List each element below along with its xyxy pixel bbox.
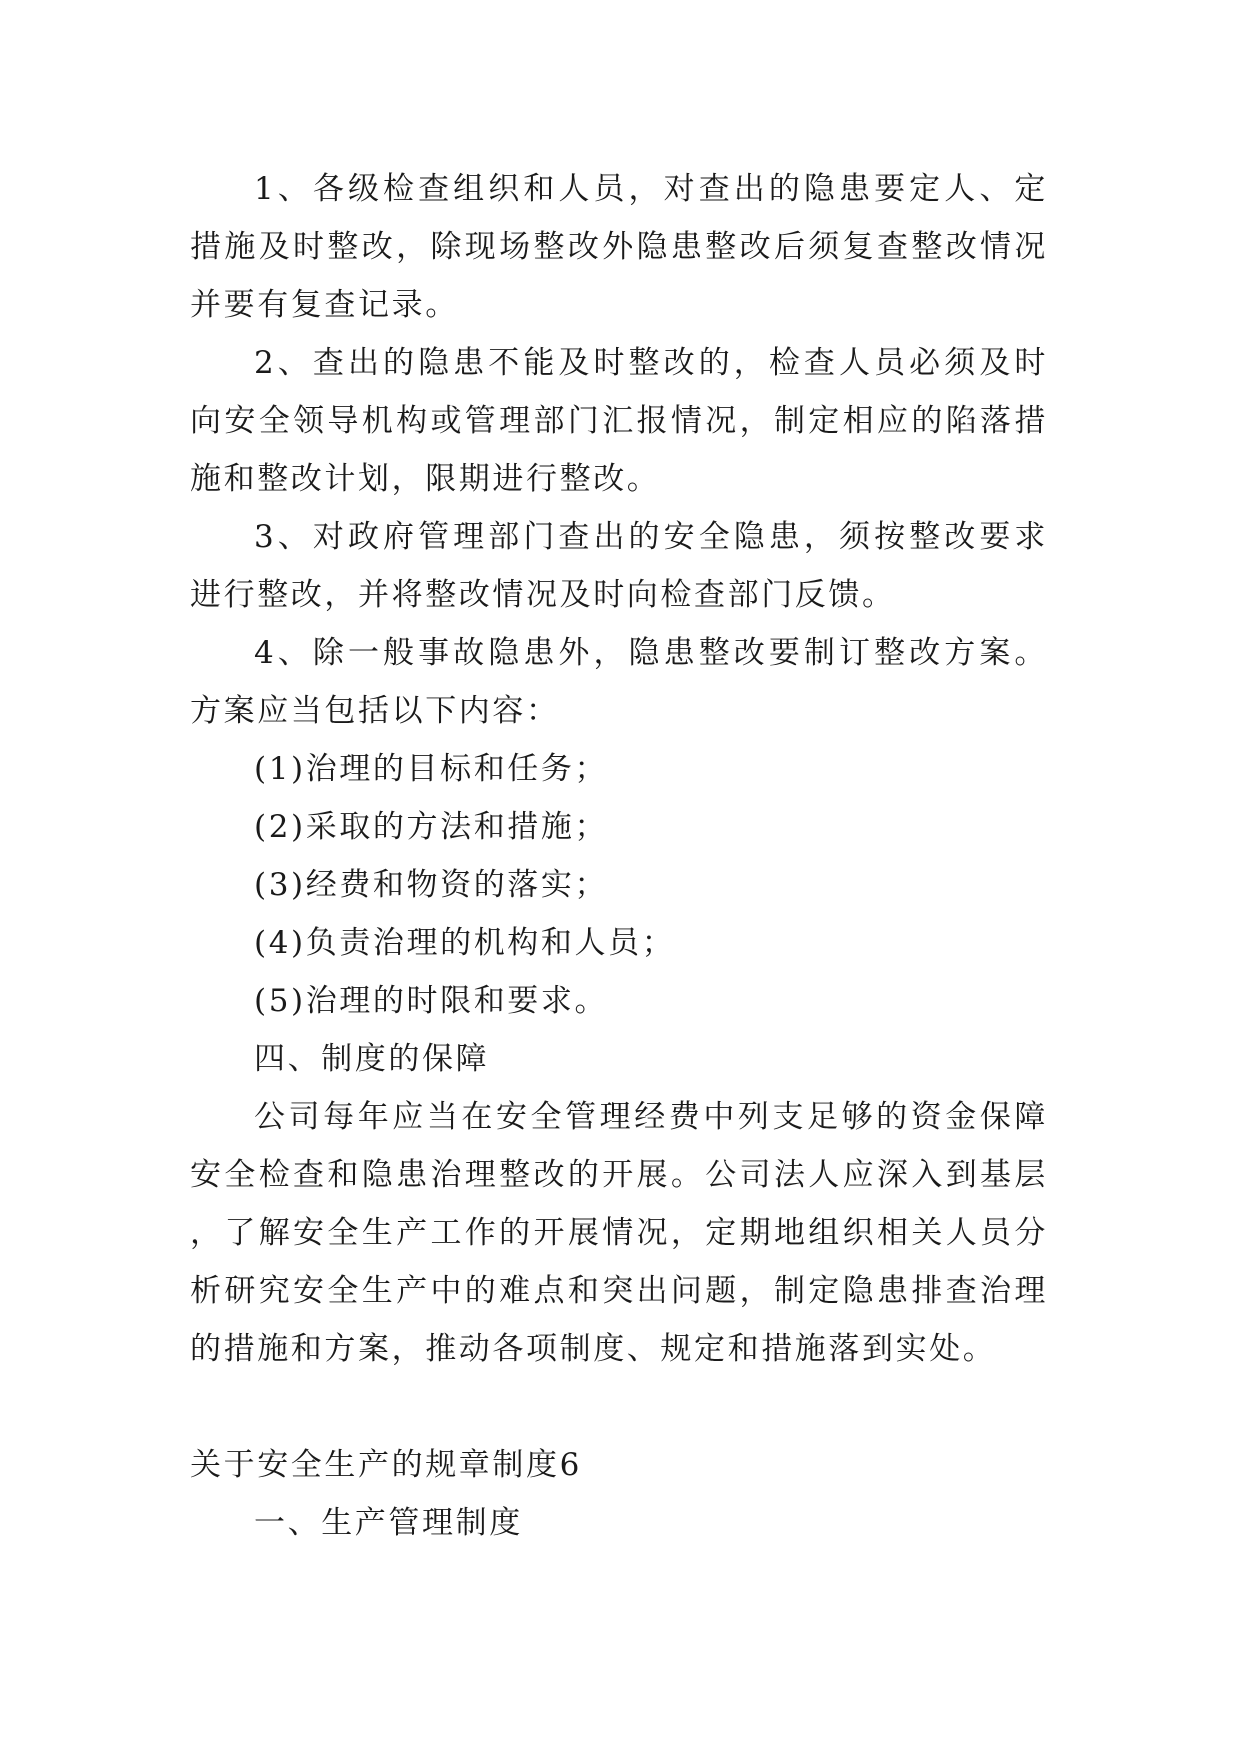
list-item: (4)负责治理的机构和人员； <box>254 925 676 961</box>
paragraph-item-3: 3、对政府管理部门查出的安全隐患，须按整改要求进行整改，并将整改情况及时向检查部门反馈。 <box>190 519 1048 613</box>
paragraph-item-2: 2、查出的隐患不能及时整改的，检查人员必须及时向安全领导机构或管理部门汇报情况，制定相应的陷落措施和整改计划，限期进行整改。 <box>190 345 1048 497</box>
list-item: (5)治理的时限和要求。 <box>254 983 609 1019</box>
heading-guarantee: 四、制度的保障 <box>254 1041 490 1077</box>
paragraph-item-1: 1、各级检查组织和人员，对查出的隐患要定人、定措施及时整改，除现场整改外隐患整改后须复查整改情况并要有复查记录。 <box>190 171 1048 323</box>
list-item: (2)采取的方法和措施； <box>254 809 609 845</box>
list-item: (1)治理的目标和任务； <box>254 751 609 787</box>
document-body <box>190 160 1048 1552</box>
paragraph-item-4: 4、除一般事故隐患外，隐患整改要制订整改方案。方案应当包括以下内容： <box>190 635 1048 729</box>
section-gap <box>190 1378 1048 1436</box>
guarantee-paragraph: 公司每年应当在安全管理经费中列支足够的资金保障安全检查和隐患治理整改的开展。公司法人应深入到基层，了解安全生产工作的开展情况，定期地组织相关人员分析研究安全生产中的难点和突出问题，制定隐患排查治理的措施和方案，推动各项制度、规定和措施落到实处。 <box>190 1099 1048 1367</box>
subheading-production-management: 一、生产管理制度 <box>254 1505 523 1541</box>
section-title: 关于安全生产的规章制度6 <box>190 1447 582 1483</box>
list-item: (3)经费和物资的落实； <box>254 867 609 903</box>
